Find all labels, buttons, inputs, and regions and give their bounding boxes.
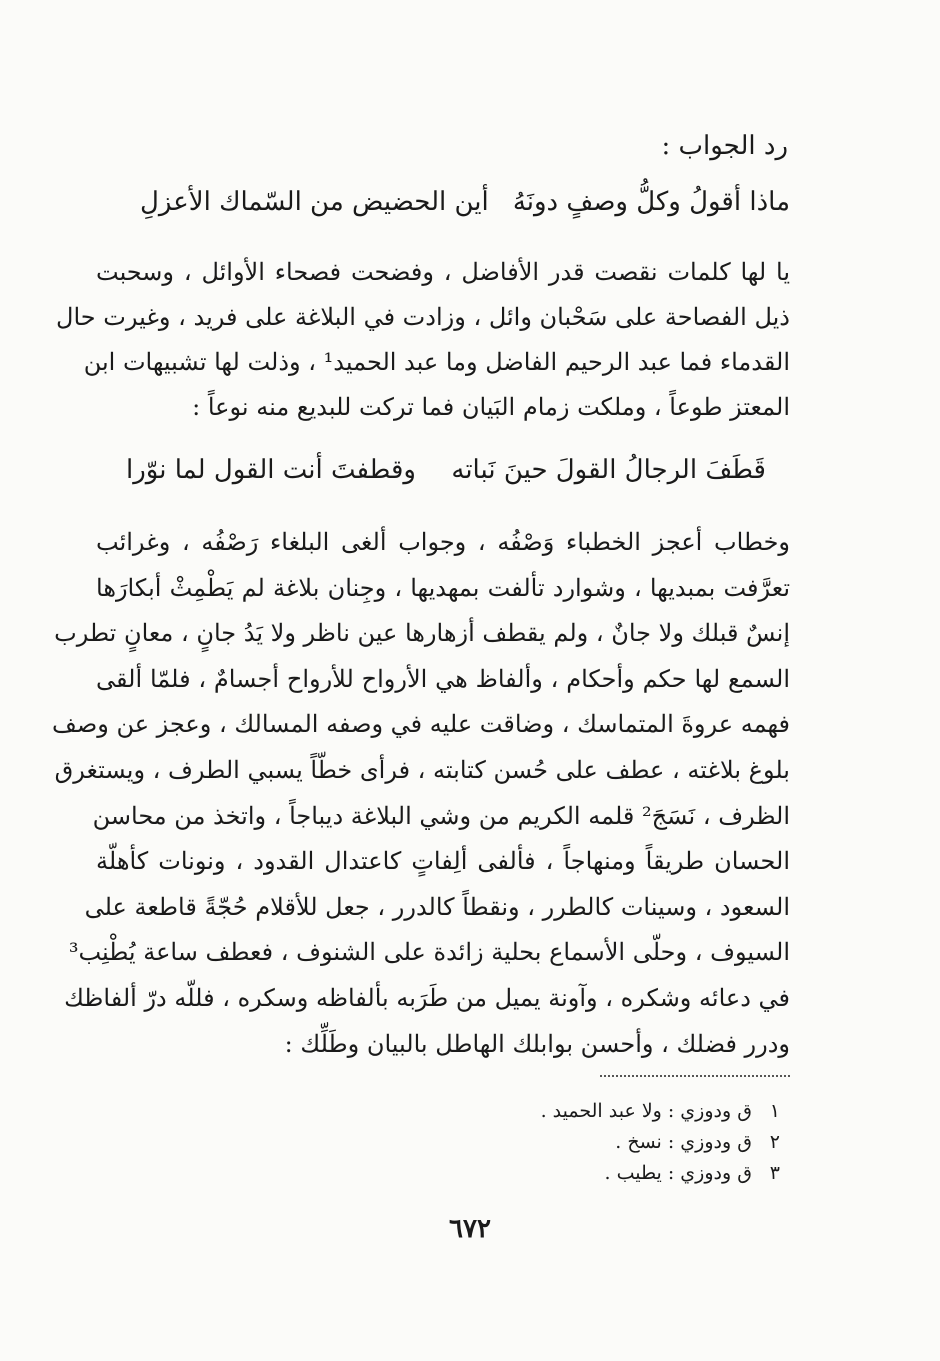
footnote-text: ق ودوزي : ولا عبد الحميد .: [540, 1100, 752, 1122]
paragraph-line: يا لها كلمات نقصت قدر الأفاضل ، وفضحت فصحاء الأوائل ، وسحبت: [96, 258, 790, 286]
verse-couplet-2: [126, 452, 766, 488]
footnote-number: ٢: [769, 1131, 780, 1153]
section-heading: رد الجواب :: [661, 131, 788, 161]
page-number: ٦٧٢: [449, 1214, 491, 1244]
footnote-number: ١: [769, 1100, 780, 1122]
paragraph-line: القدماء فما عبد الرحيم الفاضل وما عبد الحميد¹ ، وذلت لها تشبيهات ابن: [83, 348, 790, 376]
verse-2-first-hemistich: قَطَفَ الرجالُ القولَ حينَ نَباته: [451, 455, 766, 485]
paragraph-line: السيوف ، وحلّى الأسماع بحلية زائدة على الشنوف ، فعطف ساعة يُطْنِب³: [68, 938, 790, 967]
paragraph-line: ودرر فضلك ، وأحسن بوابلك الهاطل بالبيان وطَلِّك :: [284, 1029, 790, 1058]
paragraph-line: ذيل الفصاحة على سَحْبان وائل ، وزادت في البلاغة على فريد ، وغيرت حال: [56, 303, 790, 331]
footnote: [380, 1096, 780, 1127]
footnote: [380, 1158, 780, 1189]
verse-1-second-hemistich: أين الحضيض من السّماك الأعزلِ: [140, 187, 489, 217]
paragraph-line: السمع لها حكم وأحكام ، وألفاظ هي الأرواح للأرواح أجسامٌ ، فلمّا ألقى: [96, 664, 790, 693]
paragraph-line: وخطاب أعجز الخطباء وَصْفُه ، وجواب ألغى البلغاء رَصْفُه ، وغرائب: [96, 528, 790, 556]
footnote-separator: [600, 1075, 790, 1077]
paragraph-line: تعرَّفت بمبديها ، وشوارد تألفت بمهديها ، وجِنان بلاغة لم يَطْمِثْ أبكارَها: [96, 573, 790, 602]
paragraph-2: [52, 520, 790, 1067]
paragraph-line: السعود ، وسينات كالطرر ، ونقطاً كالدرر ، جعل للأقلام حُجّةً قاطعة على: [84, 892, 790, 921]
paragraph-line: الظرف ، نَسَجَ² قلمه الكريم من وشي البلاغة ديباجاً ، واتخذ من محاسن: [92, 801, 790, 830]
paragraph-line: المعتز طوعاً ، وملكت زمام البَيان فما تركت للبديع منه نوعاً :: [192, 393, 790, 421]
paragraph-1: [56, 250, 790, 430]
paragraph-line: فهمه عروةَ المتماسك ، وضاقت عليه في وصفه المسالك ، وعجز عن وصف: [52, 710, 790, 739]
footnote-number: ٣: [769, 1162, 780, 1184]
footnote-text: ق ودوزي : يطيب .: [604, 1162, 752, 1184]
paragraph-line: في دعائه وشكره ، وآونة يميل من طَرَبه بألفاظه وسكره ، فللّه درّ ألفاظك: [64, 983, 790, 1012]
verse-couplet-1: [140, 184, 790, 220]
paragraph-line: الحسان طريقاً ومنهاجاً ، فألفى ألِفاتٍ كاعتدال القدود ، ونونات كأهلّة: [96, 847, 790, 876]
verse-1-first-hemistich: ماذا أقولُ وكلُّ وصفٍ دونَهُ: [512, 187, 790, 217]
verse-2-second-hemistich: وقطفتَ أنت القول لما نوّرا: [126, 455, 416, 485]
footnote-text: ق ودوزي : نسخ .: [615, 1131, 752, 1153]
footnotes: [380, 1096, 780, 1189]
paragraph-line: بلوغ بلاغته ، عطف على حُسن كتابته ، فرأى خطّاً يسبي الطرف ، ويستغرق: [54, 755, 790, 784]
footnote: [380, 1127, 780, 1158]
paragraph-line: إنسٌ قبلك ولا جانٌ ، ولم يقطف أزهارها عين ناظر ولا يَدُ جانٍ ، معانٍ تطرب: [54, 619, 790, 648]
